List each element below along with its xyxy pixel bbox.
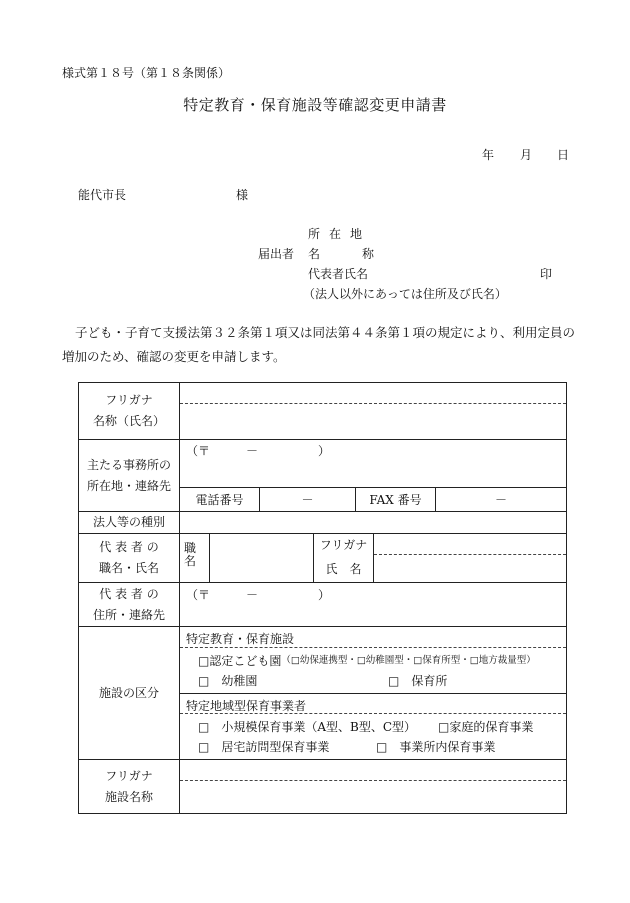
applicant-name-label <box>308 245 374 262</box>
nintei-types[interactable]: （□幼保連携型・□幼稚園型・□保育所型・□地方裁量型） <box>281 655 536 666</box>
rep-shoku-label <box>180 534 210 582</box>
addressee-honorific: 様 <box>236 188 249 202</box>
facility-name-input[interactable] <box>180 780 566 813</box>
cat2-line2 <box>198 737 548 757</box>
facility-name-input-cell[interactable] <box>180 760 567 814</box>
office-label-line1: 主たる事務所の <box>86 457 171 472</box>
corp-type-input[interactable] <box>180 512 567 534</box>
facility-furigana-input[interactable] <box>180 760 566 780</box>
rep-addr-input-cell[interactable] <box>180 583 567 627</box>
rep-label-cell <box>79 534 180 583</box>
corp-type-label: 法人等の種別 <box>79 512 180 534</box>
rep-title-input[interactable] <box>210 534 314 582</box>
rep-name-text: 氏 名 <box>325 562 362 576</box>
phone-label: 電話番号 <box>180 488 260 511</box>
nursery-checkbox[interactable]: □ 保育所 <box>388 674 448 688</box>
applicant-address-label: 所在地 <box>308 227 372 241</box>
application-table <box>78 382 567 814</box>
office-input-cell[interactable] <box>180 440 567 512</box>
home-visit-checkbox[interactable]: □ 居宅訪問型保育事業 <box>198 740 330 754</box>
name-label-cell <box>79 383 180 440</box>
furigana-label: フリガナ <box>105 393 153 407</box>
rep-name-input[interactable] <box>374 534 566 582</box>
cat2-heading: 特定地域型保育事業者 <box>180 693 566 713</box>
date-year: 年 <box>482 148 495 162</box>
rep-furigana-input[interactable] <box>374 534 566 554</box>
nintei-checkbox[interactable]: □認定こども園 <box>198 654 282 668</box>
onsite-checkbox[interactable]: □ 事業所内保育事業 <box>376 740 496 754</box>
mei-char: 名 <box>184 554 197 568</box>
cat1-options <box>180 647 566 693</box>
rep-fullname-input[interactable] <box>374 554 566 581</box>
applicant-note: （法人以外にあっては住所及び氏名） <box>303 287 507 301</box>
date-day: 日 <box>557 148 570 162</box>
name-input[interactable] <box>180 403 566 439</box>
fax-label: FAX 番号 <box>356 488 436 511</box>
small-scale-checkbox[interactable]: □ 小規模保育事業（A型、B型、C型） <box>198 720 417 734</box>
addressee-name: 能代市長 <box>78 188 127 202</box>
cat2-line1 <box>198 717 548 737</box>
rep-addr-postal[interactable]: （〒 － ） <box>186 588 331 602</box>
rep-addr-label-line2: 住所・連絡先 <box>92 607 165 622</box>
rep-input-cell <box>180 534 567 583</box>
page-title: 特定教育・保育施設等確認変更申請書 <box>183 96 447 114</box>
facility-cat-label: 施設の区分 <box>79 627 180 760</box>
applicant-heading: 届出者 <box>258 247 295 261</box>
rep-addr-label-line1: 代 表 者 の <box>99 586 159 601</box>
office-postal[interactable]: （〒 － ） <box>186 444 331 458</box>
name-label-part-1: 名 <box>308 247 321 261</box>
date-month: 月 <box>520 148 533 162</box>
phone-row <box>180 487 566 511</box>
name-label-part-2: 称 <box>362 247 375 261</box>
body-text: 子ども・子育て支援法第３２条第１項又は同法第４４条第１項の規定により、利用定員の増加のため、確認の変更を申請します。 <box>62 325 576 364</box>
seal-mark: 印 <box>540 267 553 281</box>
facility-furigana-label: フリガナ <box>105 768 153 783</box>
cat1-heading: 特定教育・保育施設 <box>186 632 295 646</box>
phone-input[interactable]: － <box>260 488 356 511</box>
rep-furigana-label: フリガナ <box>319 538 368 552</box>
shoku-char: 職 <box>184 541 197 555</box>
name-label: 名称（氏名） <box>92 414 165 428</box>
home-based-checkbox[interactable]: □家庭的保育事業 <box>438 720 534 734</box>
office-label-cell <box>79 440 180 512</box>
fax-input[interactable]: － <box>494 493 507 507</box>
office-label-line2: 所在地・連絡先 <box>86 478 171 493</box>
kindergarten-checkbox[interactable]: □ 幼稚園 <box>198 674 258 688</box>
rep-label-line2: 職名・氏名 <box>98 561 159 575</box>
facility-cat-cell <box>180 627 567 760</box>
form-number: 様式第１８号（第１８条関係） <box>62 66 231 80</box>
facility-name-label: 施設名称 <box>104 789 153 804</box>
kinder-nursery-line <box>198 671 548 691</box>
rep-addr-label-cell <box>79 583 180 627</box>
rep-name-label <box>314 534 374 582</box>
rep-label-line1: 代 表 者 の <box>99 540 159 554</box>
nintei-line <box>198 651 548 671</box>
cat2-options <box>180 713 566 759</box>
name-input-cell[interactable] <box>180 383 567 440</box>
furigana-input[interactable] <box>180 383 566 403</box>
facility-name-label-cell <box>79 760 180 814</box>
applicant-rep-label: 代表者氏名 <box>308 267 369 281</box>
